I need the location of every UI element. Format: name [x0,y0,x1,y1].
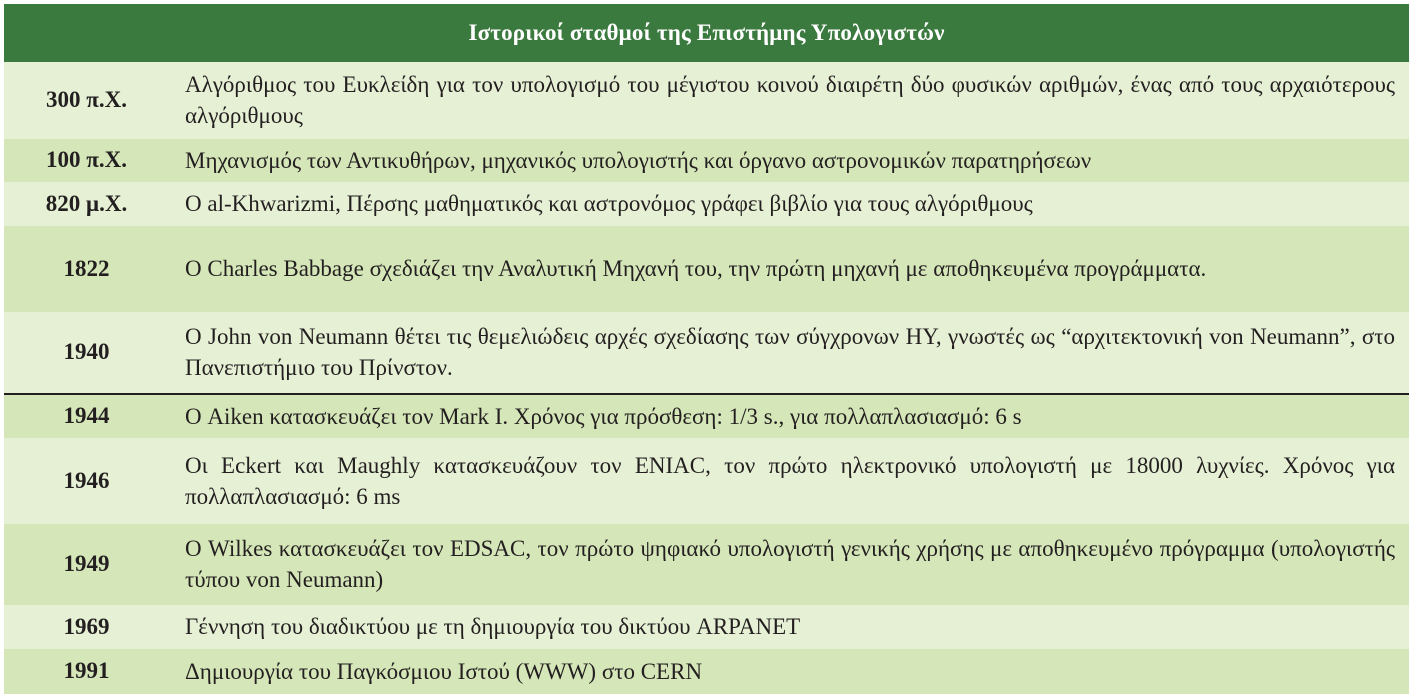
table-row [4,182,1409,226]
description-cell: Ο John von Neumann θέτει τις θεμελιώδεις αρχές σχεδίασης των σύγχρονων ΗΥ, γνωστές ως “αρχιτεκτονική von Neumann”, στο Πανεπιστήμιο του Πρίνστον. [169,312,1409,394]
description-cell: Ο Aiken κατασκευάζει τον Mark I. Χρόνος για πρόσθεση: 1/3 s., για πολλαπλασιασμό: 6 s [169,394,1409,438]
description-cell: Ο al-Khwarizmi, Πέρσης μαθηματικός και αστρονόμος γράφει βιβλίο για τους αλγόριθμους [169,182,1409,226]
year-cell: 1991 [4,649,169,694]
table-row [4,394,1409,438]
description-cell: Ο Wilkes κατασκευάζει τον EDSAC, τον πρώτο ψηφιακό υπολογιστή γενικής χρήσης με αποθηκευμένο πρόγραμμα (υπολογιστής τύπου von Neumann) [169,524,1409,605]
table-row [4,649,1409,694]
table-row [4,226,1409,312]
table-header-row [4,4,1409,62]
description-cell: Γέννηση του διαδικτύου με τη δημιουργία του δικτύου ARPANET [169,605,1409,649]
table-title: Ιστορικοί σταθμοί της Επιστήμης Υπολογιστών [4,4,1409,62]
description-cell: Ο Charles Babbage σχεδιάζει την Αναλυτική Μηχανή του, την πρώτη μηχανή με αποθηκευμένα προγράμματα. [169,226,1409,312]
table-row [4,139,1409,182]
year-cell: 1940 [4,312,169,394]
description-cell: Αλγόριθμος του Ευκλείδη για τον υπολογισμό του μέγιστου κοινού διαιρέτη δύο φυσικών αριθμών, ένας από τους αρχαιότερους αλγόριθμους [169,62,1409,139]
table-row [4,605,1409,649]
year-cell: 1949 [4,524,169,605]
table-row [4,62,1409,139]
table-row [4,524,1409,605]
history-timeline-table [4,4,1409,694]
table-row [4,438,1409,524]
year-cell: 1944 [4,394,169,438]
year-cell: 820 μ.Χ. [4,182,169,226]
year-cell: 1946 [4,438,169,524]
year-cell: 1969 [4,605,169,649]
year-cell: 100 π.Χ. [4,139,169,182]
description-cell: Οι Eckert και Maughly κατασκευάζουν τον ENIAC, τον πρώτο ηλεκτρονικό υπολογιστή με 18000 λυχνίες. Χρόνος για πολλαπλασιασμό: 6 ms [169,438,1409,524]
year-cell: 1822 [4,226,169,312]
description-cell: Δημιουργία του Παγκόσμιου Ιστού (WWW) στο CERN [169,649,1409,694]
description-cell: Μηχανισμός των Αντικυθήρων, μηχανικός υπολογιστής και όργανο αστρονομικών παρατηρήσεων [169,139,1409,182]
table-row [4,312,1409,394]
year-cell: 300 π.Χ. [4,62,169,139]
